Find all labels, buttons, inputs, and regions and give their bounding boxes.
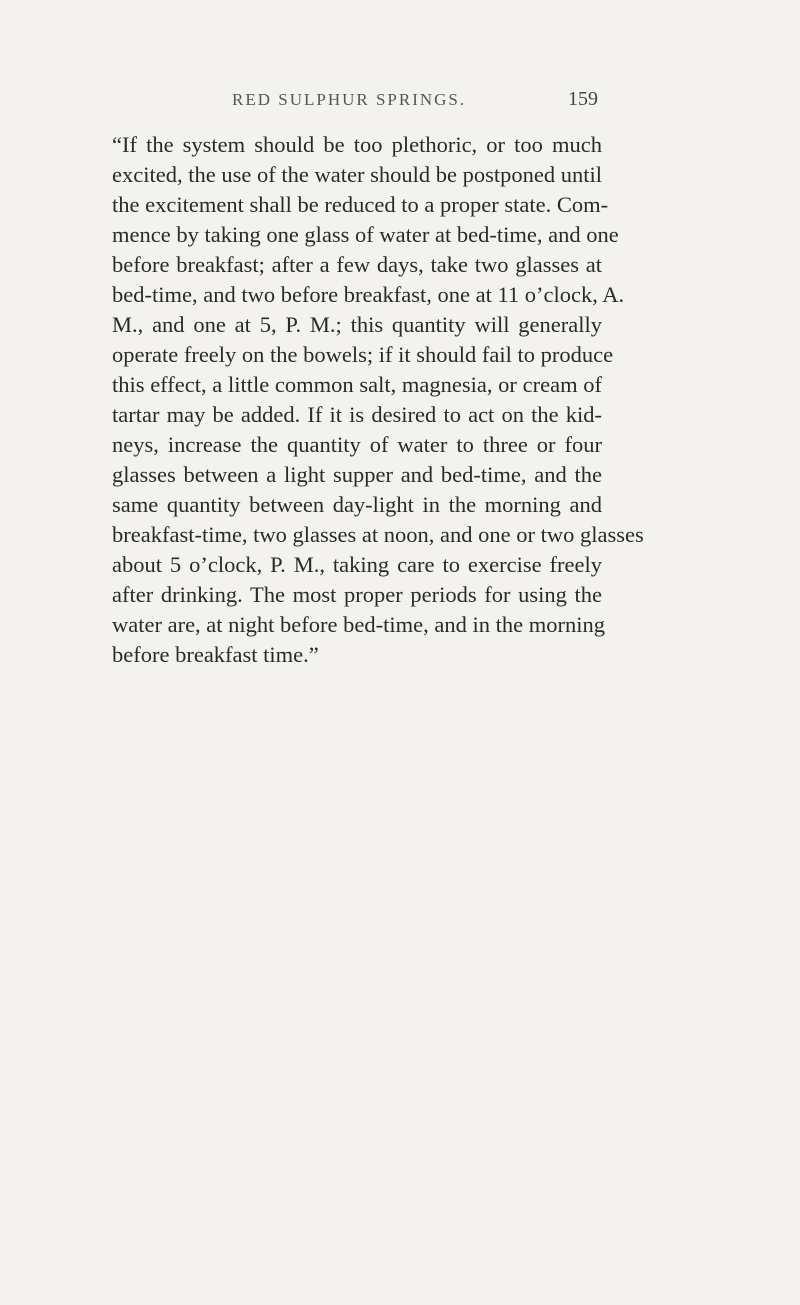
text-line-5: before breakfast; after a few days, take two glasses at [112,252,602,277]
text-line-4: mence by taking one glass of water at bed-time, and one [112,222,619,247]
text-line-16: after drinking. The most proper periods for using the [112,582,602,607]
text-line-18: before breakfast time.” [112,642,319,667]
text-line-1: “If the system should be too plethoric, or too much [112,132,602,157]
text-line-8: operate freely on the bowels; if it should fail to produce [112,342,614,367]
text-line-2: excited, the use of the water should be postponed until [112,162,602,187]
running-title: RED SULPHUR SPRINGS. [232,90,467,109]
text-line-6: bed-time, and two before breakfast, one at 11 o’clock, A. [112,282,625,307]
text-line-7: M., and one at 5, P. M.; this quantity will generally [112,312,602,337]
text-line-10: tartar may be added. If it is desired to act on the kid- [112,402,602,427]
quoted-paragraph [112,130,644,670]
text-line-13: same quantity between day-light in the morning and [112,492,602,517]
running-head [232,90,598,114]
text-line-14: breakfast-time, two glasses at noon, and one or two glasses [112,522,644,547]
text-line-15: about 5 o’clock, P. M., taking care to exercise freely [112,552,602,577]
page-number: 159 [568,88,598,110]
text-line-11: neys, increase the quantity of water to three or four [112,432,602,457]
text-line-12: glasses between a light supper and bed-time, and the [112,462,602,487]
text-line-9: this effect, a little common salt, magnesia, or cream of [112,372,602,397]
text-line-3: the excitement shall be reduced to a proper state. Com- [112,192,609,217]
text-line-17: water are, at night before bed-time, and in the morning [112,612,605,637]
